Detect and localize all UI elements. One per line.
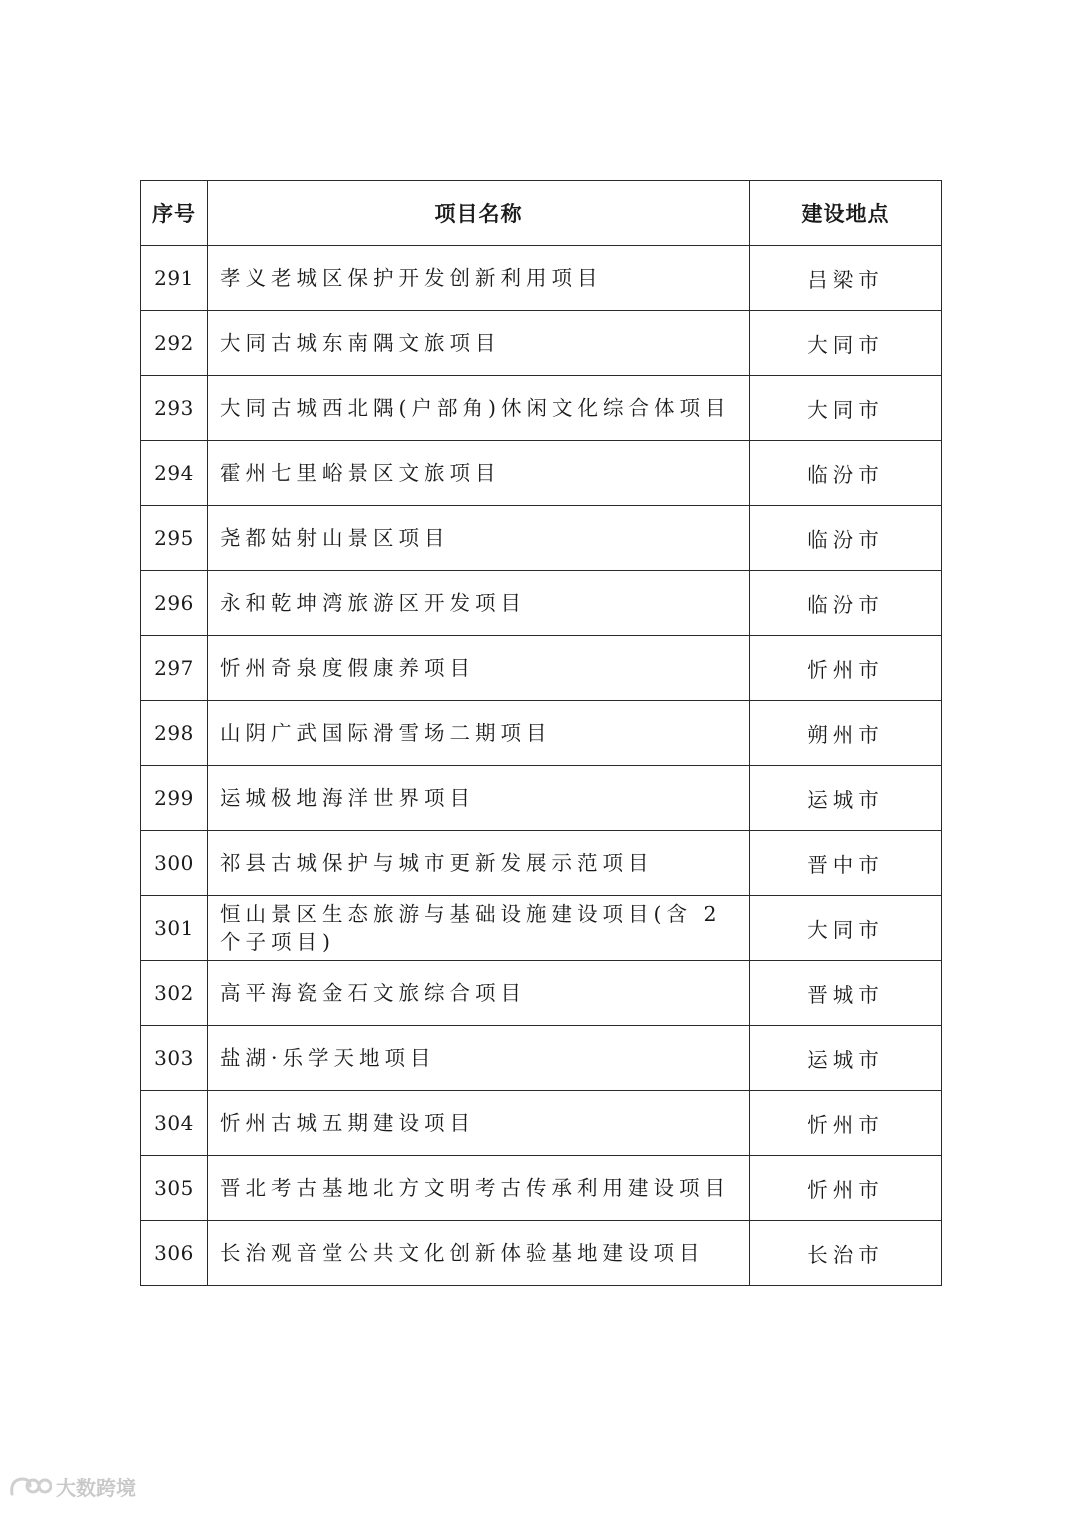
project-name: 忻州古城五期建设项目 [208,1091,750,1156]
project-name: 山阴广武国际滑雪场二期项目 [208,701,750,766]
row-number: 299 [141,766,208,831]
project-name: 尧都姑射山景区项目 [208,506,750,571]
table-row [141,961,942,1026]
table-row [141,701,942,766]
table-row [141,1026,942,1091]
row-number: 291 [141,246,208,311]
project-location: 临汾市 [750,571,942,636]
project-name: 恒山景区生态旅游与基础设施建设项目(含 2 个子项目) [208,896,750,961]
header-location: 建设地点 [750,181,942,246]
table-row [141,311,942,376]
table-row [141,506,942,571]
project-location: 忻州市 [750,636,942,701]
project-location: 临汾市 [750,506,942,571]
header-row [141,181,942,246]
table-row [141,376,942,441]
watermark-text: 大数跨境 [56,1476,136,1500]
row-number: 304 [141,1091,208,1156]
project-name: 忻州奇泉度假康养项目 [208,636,750,701]
row-number: 294 [141,441,208,506]
table-row [141,896,942,961]
project-location: 忻州市 [750,1091,942,1156]
row-number: 297 [141,636,208,701]
project-name: 大同古城东南隅文旅项目 [208,311,750,376]
project-name: 盐湖·乐学天地项目 [208,1026,750,1091]
row-number: 296 [141,571,208,636]
project-name: 永和乾坤湾旅游区开发项目 [208,571,750,636]
watermark [8,1472,136,1501]
table-row [141,831,942,896]
row-number: 306 [141,1221,208,1286]
table-header [141,181,942,246]
table-row [141,1221,942,1286]
project-location: 忻州市 [750,1156,942,1221]
project-name: 运城极地海洋世界项目 [208,766,750,831]
row-number: 300 [141,831,208,896]
table-row [141,246,942,311]
row-number: 303 [141,1026,208,1091]
table-body [141,246,942,1286]
project-name: 高平海瓷金石文旅综合项目 [208,961,750,1026]
project-location: 晋城市 [750,961,942,1026]
project-table [140,180,942,1286]
table-row [141,1091,942,1156]
header-no: 序号 [141,181,208,246]
project-location: 大同市 [750,311,942,376]
project-name: 长治观音堂公共文化创新体验基地建设项目 [208,1221,750,1286]
row-number: 302 [141,961,208,1026]
project-name: 大同古城西北隅(户部角)休闲文化综合体项目 [208,376,750,441]
table-row [141,636,942,701]
project-name: 祁县古城保护与城市更新发展示范项目 [208,831,750,896]
table-row [141,441,942,506]
logo-icon [8,1474,52,1500]
project-location: 吕梁市 [750,246,942,311]
project-location: 大同市 [750,376,942,441]
row-number: 292 [141,311,208,376]
project-location: 长治市 [750,1221,942,1286]
project-name: 晋北考古基地北方文明考古传承利用建设项目 [208,1156,750,1221]
row-number: 295 [141,506,208,571]
project-name: 霍州七里峪景区文旅项目 [208,441,750,506]
header-name: 项目名称 [208,181,750,246]
table-row [141,766,942,831]
project-location: 运城市 [750,1026,942,1091]
project-name: 孝义老城区保护开发创新利用项目 [208,246,750,311]
table-row [141,571,942,636]
project-location: 临汾市 [750,441,942,506]
row-number: 298 [141,701,208,766]
row-number: 293 [141,376,208,441]
row-number: 301 [141,896,208,961]
table-row [141,1156,942,1221]
row-number: 305 [141,1156,208,1221]
project-location: 朔州市 [750,701,942,766]
project-location: 大同市 [750,896,942,961]
project-location: 晋中市 [750,831,942,896]
project-location: 运城市 [750,766,942,831]
